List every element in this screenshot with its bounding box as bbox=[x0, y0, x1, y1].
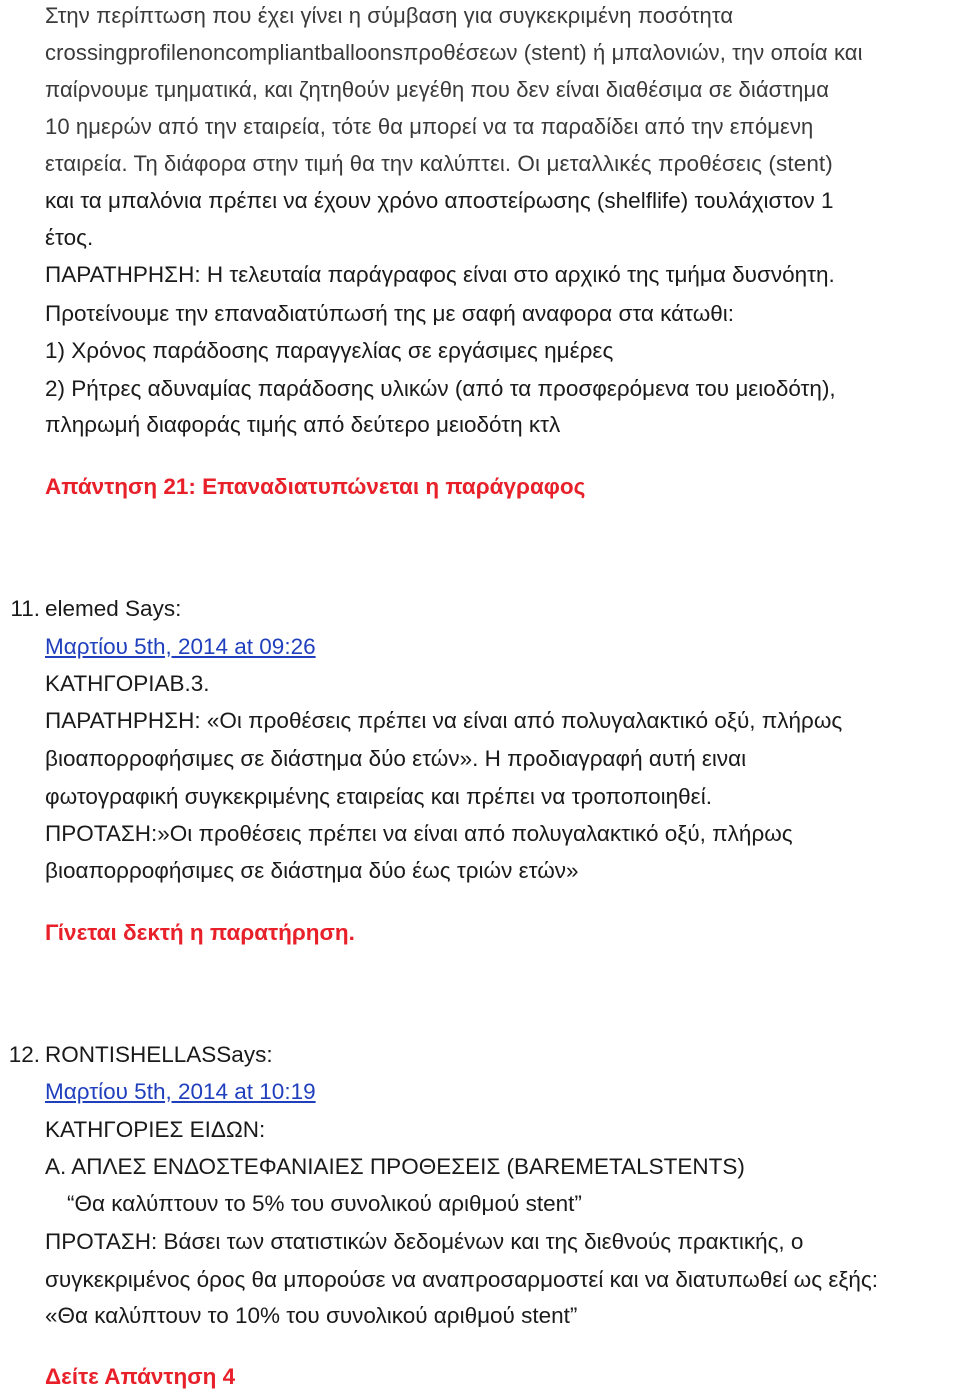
comment-12-line-3: “Θα καλύπτουν το 5% του συνολικού αριθμού stent” bbox=[67, 1191, 582, 1216]
comment-12-line-6: «Θα καλύπτουν το 10% του συνολικού αριθμού stent” bbox=[45, 1303, 578, 1328]
intro-line-1: Στην περίπτωση που έχει γίνει η σύμβαση για συγκεκριμένη ποσότητα bbox=[45, 3, 734, 28]
comment-12-date-link[interactable]: Μαρτίου 5th, 2014 at 10:19 bbox=[45, 1079, 316, 1104]
comment-11-date-link[interactable]: Μαρτίου 5th, 2014 at 09:26 bbox=[45, 634, 316, 659]
comment-12-line-5: συγκεκριμένος όρος θα μπορούσε να αναπροσαρμοστεί και να διατυπωθεί ως εξής: bbox=[45, 1267, 879, 1292]
comment-11-line-3: βιοαπορροφήσιμες σε διάστημα δύο ετών». Η προδιαγραφή αυτή ειναι bbox=[45, 746, 747, 771]
comment-12-number: 12. bbox=[8, 1042, 40, 1067]
intro-line-5 bbox=[45, 145, 833, 182]
comment-11-line-1: ΚΑΤΗΓΟΡΙΑΒ.3. bbox=[45, 671, 210, 696]
comment-12-line-1: ΚΑΤΗΓΟΡΙΕΣ ΕΙΔΩΝ: bbox=[45, 1117, 266, 1142]
comment-11-line-5: ΠΡΟΤΑΣΗ:»Οι προθέσεις πρέπει να είναι από πολυγαλακτικό οξύ, πλήρως bbox=[45, 821, 793, 846]
comment-11-line-4: φωτογραφική συγκεκριμένης εταιρείας και πρέπει να τροποποιηθεί. bbox=[45, 784, 712, 809]
intro-line-3: παίρνουμε τμηματικά, και ζητηθούν μεγέθη που δεν είναι διαθέσιμα σε διάστημα bbox=[45, 77, 830, 102]
intro-line-2: crossingprofilenoncompliantballoonsπροθέσεων (stent) ή μπαλονιών, την οποία και bbox=[45, 40, 863, 65]
intro-item-2: 2) Ρήτρες αδυναμίας παράδοσης υλικών (από τα προσφερόμενα του μειοδότη), bbox=[45, 376, 836, 401]
comment-12-answer: Δείτε Απάντηση 4 bbox=[45, 1364, 236, 1389]
comment-11-line-2: ΠΑΡΑΤΗΡΗΣΗ: «Οι προθέσεις πρέπει να είναι από πολυγαλακτικό οξύ, πλήρως bbox=[45, 708, 843, 733]
comment-11-number: 11. bbox=[10, 596, 40, 621]
intro-line-5-tail: Οι μεταλλικές προθέσεις (stent) bbox=[511, 151, 833, 176]
comment-11-author: elemed Says: bbox=[45, 596, 182, 621]
comment-12-header bbox=[0, 1036, 960, 1073]
comment-12-line-4: ΠΡΟΤΑΣΗ: Βάσει των στατιστικών δεδομένων και της διεθνούς πρακτικής, ο bbox=[45, 1229, 804, 1254]
intro-line-4: 10 ημερών από την εταιρεία, τότε θα μπορεί να τα παραδίδει από την επόμενη bbox=[45, 114, 814, 139]
intro-line-7: έτος. bbox=[45, 225, 94, 250]
intro-line-5-head: εταιρεία. Τη διάφορα στην τιμή θα την καλύπτει. bbox=[45, 151, 512, 176]
intro-line-6: και τα μπαλόνια πρέπει να έχουν χρόνο αποστείρωσης (shelflife) τουλάχιστον 1 bbox=[45, 188, 834, 213]
intro-item-1: 1) Χρόνος παράδοσης παραγγελίας σε εργάσιμες ημέρες bbox=[45, 338, 614, 363]
intro-item-2-cont: πληρωμή διαφοράς τιμής από δεύτερο μειοδότη κτλ bbox=[45, 412, 561, 437]
intro-proposal-line: Προτείνουμε την επαναδιατύπωσή της με σαφή αναφορα στα κάτωθι: bbox=[45, 301, 735, 326]
comment-12-date-line bbox=[45, 1073, 316, 1110]
comment-11-date-line bbox=[45, 628, 316, 665]
comment-11-line-6: βιοαπορροφήσιμες σε διάστημα δύο έως τριών ετών» bbox=[45, 858, 579, 883]
comment-11-header bbox=[0, 590, 960, 627]
intro-note-line: ΠΑΡΑΤΗΡΗΣΗ: Η τελευταία παράγραφος είναι στο αρχικό της τμήμα δυσνόητη. bbox=[45, 262, 835, 287]
comment-11-answer: Γίνεται δεκτή η παρατήρηση. bbox=[45, 920, 355, 945]
answer-21: Απάντηση 21: Επαναδιατυπώνεται η παράγραφος bbox=[45, 474, 586, 499]
comment-12-author: RONTISHELLASSays: bbox=[45, 1042, 273, 1067]
comment-12-line-2: Α. ΑΠΛΕΣ ΕΝΔΟΣΤΕΦΑΝΙΑΙΕΣ ΠΡΟΘΕΣΕΙΣ (BAREMETALSTENTS) bbox=[45, 1154, 745, 1179]
